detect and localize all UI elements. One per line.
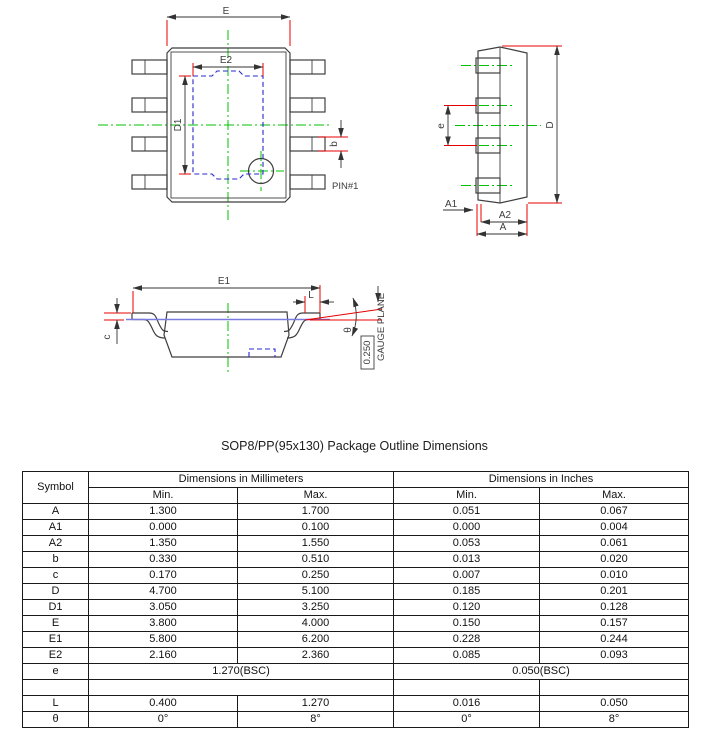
symbol-cell: c [23, 568, 89, 584]
dimension-L [293, 290, 334, 313]
in-max-cell: 0.093 [540, 648, 689, 664]
center-lines [455, 66, 541, 186]
package-body [478, 47, 527, 203]
lead-angle-line [305, 309, 382, 320]
mm-max-cell: 3.250 [238, 600, 394, 616]
symbol-cell: E2 [23, 648, 89, 664]
header-mm-min: Min. [89, 488, 238, 504]
dimension-E1 [133, 276, 320, 313]
gauge-plane-callout [361, 286, 387, 369]
mm-min-cell: 4.700 [89, 584, 238, 600]
header-in-max: Max. [540, 488, 689, 504]
side-view [436, 46, 562, 236]
dimension-b [318, 120, 348, 168]
symbol-cell: A1 [23, 520, 89, 536]
pin1-label: PIN#1 [332, 181, 359, 192]
table-row [23, 536, 689, 552]
body-outline [478, 47, 527, 203]
mm-min-cell: 3.050 [89, 600, 238, 616]
symbol-cell: E1 [23, 632, 89, 648]
table-row [23, 504, 689, 520]
in-min-cell [394, 680, 540, 696]
in-min-cell: 0.185 [394, 584, 540, 600]
in-min-cell: 0.120 [394, 600, 540, 616]
table-subheader-row [23, 488, 689, 504]
header-symbol: Symbol [23, 472, 89, 504]
mm-max-cell: 0.510 [238, 552, 394, 568]
in-bsc-cell: 0.050(BSC) [394, 664, 689, 680]
dim-label-A1: A1 [445, 199, 458, 210]
dimension-A [477, 222, 527, 234]
in-max-cell: 0.157 [540, 616, 689, 632]
mm-min-cell: 0.170 [89, 568, 238, 584]
in-min-cell: 0.085 [394, 648, 540, 664]
mm-max-cell: 2.360 [238, 648, 394, 664]
pin [132, 137, 167, 151]
in-max-cell: 0.128 [540, 600, 689, 616]
symbol-cell: L [23, 696, 89, 712]
pin [132, 98, 167, 112]
dimension-A1 [443, 199, 527, 236]
table-row [23, 600, 689, 616]
in-min-cell: 0° [394, 712, 540, 728]
symbol-cell: A [23, 504, 89, 520]
symbol-cell: E [23, 616, 89, 632]
pin [290, 175, 325, 189]
symbol-cell: D [23, 584, 89, 600]
dimension-theta [305, 298, 382, 336]
page-title: SOP8/PP(95x130) Package Outline Dimensions [221, 439, 488, 453]
mm-max-cell: 4.000 [238, 616, 394, 632]
mm-max-cell: 5.100 [238, 584, 394, 600]
dimension-A2 [481, 210, 527, 222]
in-max-cell: 0.201 [540, 584, 689, 600]
in-max-cell: 0.067 [540, 504, 689, 520]
table-row [23, 520, 689, 536]
table-row-e [23, 664, 689, 680]
mm-max-cell: 1.270 [238, 696, 394, 712]
table-row-blank [23, 680, 689, 696]
mm-min-cell: 2.160 [89, 648, 238, 664]
dim-label-b: b [329, 141, 340, 147]
package-body [164, 312, 289, 357]
top-view [98, 6, 358, 222]
center-lines [98, 30, 332, 222]
mm-min-cell: 0.400 [89, 696, 238, 712]
pin [290, 60, 325, 74]
front-view [102, 276, 387, 372]
in-max-cell: 0.244 [540, 632, 689, 648]
mm-min-cell: 1.350 [89, 536, 238, 552]
symbol-cell [23, 680, 89, 696]
leads [132, 313, 320, 338]
mm-max-cell: 0.250 [238, 568, 394, 584]
table-header-row [23, 472, 689, 488]
in-min-cell: 0.150 [394, 616, 540, 632]
dim-label-E1: E1 [217, 276, 231, 287]
left-lead [132, 313, 168, 338]
mm-min-cell: 5.800 [89, 632, 238, 648]
dim-label-e: e [436, 123, 447, 129]
in-max-cell: 0.010 [540, 568, 689, 584]
dim-label-c: c [102, 334, 113, 340]
in-max-cell: 0.020 [540, 552, 689, 568]
mm-bsc-cell: 1.270(BSC) [89, 664, 394, 680]
dim-label-L: L [308, 290, 314, 301]
in-min-cell: 0.007 [394, 568, 540, 584]
in-min-cell: 0.051 [394, 504, 540, 520]
mm-max-cell: 0.100 [238, 520, 394, 536]
mm-empty-cell [89, 680, 394, 696]
gauge-plane-label: GAUGE PLANE [376, 292, 387, 362]
table-row [23, 696, 689, 712]
gauge-value-label: 0.250 [362, 340, 373, 365]
in-max-cell: 0.004 [540, 520, 689, 536]
mm-min-cell: 0.330 [89, 552, 238, 568]
table-row [23, 568, 689, 584]
header-mm-max: Max. [238, 488, 394, 504]
mm-max-cell: 1.700 [238, 504, 394, 520]
in-min-cell: 0.013 [394, 552, 540, 568]
symbol-cell: e [23, 664, 89, 680]
mm-min-cell: 0.000 [89, 520, 238, 536]
mm-max-cell: 8° [238, 712, 394, 728]
table-row [23, 616, 689, 632]
symbol-cell: θ [23, 712, 89, 728]
mm-min-cell: 0° [89, 712, 238, 728]
in-min-cell: 0.053 [394, 536, 540, 552]
table-row [23, 712, 689, 728]
pin [132, 175, 167, 189]
symbol-cell: D1 [23, 600, 89, 616]
dim-label-theta: θ [343, 327, 354, 333]
in-min-cell: 0.228 [394, 632, 540, 648]
dim-label-E2: E2 [219, 55, 233, 66]
in-max-cell: 8° [540, 712, 689, 728]
body-outline [164, 312, 289, 357]
in-max-cell: 0.061 [540, 536, 689, 552]
dim-label-A: A [499, 222, 507, 233]
mm-max-cell: 6.200 [238, 632, 394, 648]
pin1-marker-crosshair [240, 151, 284, 191]
table-row [23, 648, 689, 664]
header-mm: Dimensions in Millimeters [89, 472, 394, 488]
header-inch: Dimensions in Inches [394, 472, 689, 488]
dim-label-A2: A2 [498, 210, 512, 221]
pin [290, 137, 325, 151]
dim-label-E: E [222, 6, 230, 17]
extension-line [133, 285, 320, 313]
pin [132, 60, 167, 74]
header-in-min: Min. [394, 488, 540, 504]
table-row [23, 584, 689, 600]
exposed-pad-mark [249, 349, 275, 357]
mm-min-cell: 3.800 [89, 616, 238, 632]
in-max-cell [540, 680, 689, 696]
dimension-D [502, 46, 562, 203]
symbol-cell: b [23, 552, 89, 568]
table-row [23, 632, 689, 648]
pin [290, 98, 325, 112]
table-row [23, 552, 689, 568]
symbol-cell: A2 [23, 536, 89, 552]
dimensions-table [22, 471, 689, 728]
in-max-cell: 0.050 [540, 696, 689, 712]
mm-min-cell: 1.300 [89, 504, 238, 520]
dimension-c [102, 298, 131, 344]
dim-label-D1: D1 [173, 118, 184, 132]
mm-max-cell: 1.550 [238, 536, 394, 552]
in-min-cell: 0.000 [394, 520, 540, 536]
dim-label-D: D [545, 121, 556, 129]
in-min-cell: 0.016 [394, 696, 540, 712]
